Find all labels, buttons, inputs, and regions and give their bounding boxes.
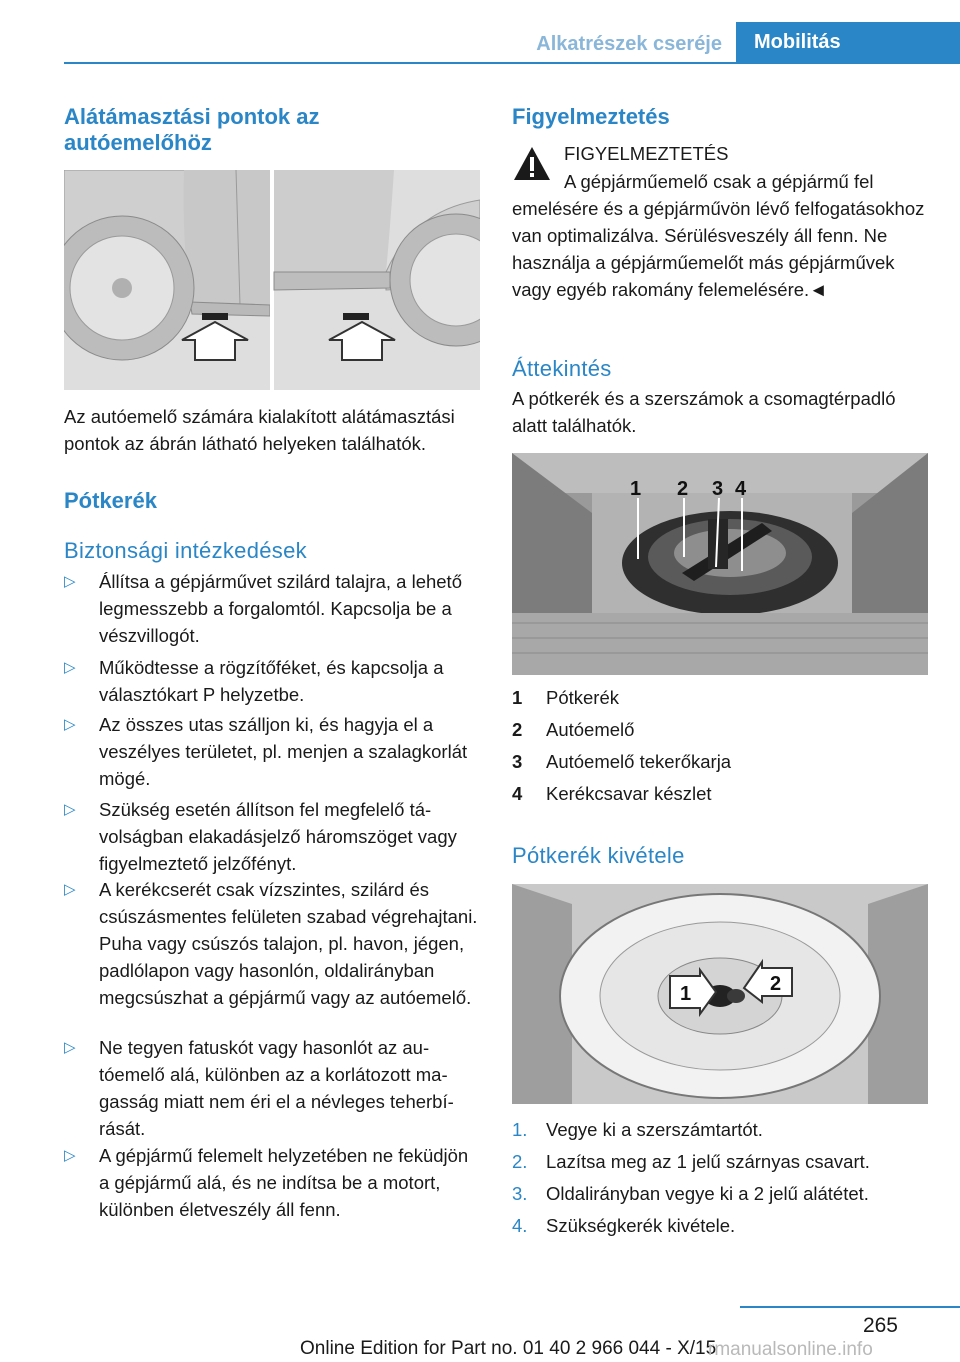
spare-removal-heading: Pótkerék kivétele: [512, 843, 685, 868]
edition-text: Online Edition for Part no. 01 40 2 966 044 - X/15: [300, 1338, 717, 1359]
header-chapter-tab: Mobilitás: [736, 22, 960, 62]
safety-bullet: ▷ Működtesse a rögzítőféket, és kapcsolja a választókart P helyzetbe.: [64, 654, 480, 708]
triangle-bullet-icon: ▷: [64, 659, 76, 676]
legend-item: 3 Autóemelő tekerőkarja: [512, 751, 732, 772]
legend-item: 2 Autóemelő: [512, 719, 635, 740]
legend-item: 1 Pótkerék: [512, 687, 620, 708]
jack-points-text: Az autóemelő számára kialakított alátámasztási pontok az ábrán látható helyeken találhatók.: [64, 406, 455, 454]
warning-text: emelésére és a gépjárművön lévő felfogatásokhoz van optimalizálva. Sérülésveszély áll fenn. Ne használja a gépjárműemelőt más gépjárművek vagy egyéb rakomány felemelésére.◄: [512, 198, 925, 300]
safety-bullet: ▷ A gépjármű felemelt helyzetében ne feküdjön a gépjármű alá, és ne indítsa be a motort, különben életveszély áll fenn.: [64, 1142, 480, 1223]
triangle-bullet-icon: ▷: [64, 1039, 76, 1056]
header-section-title: Alkatrészek cseréje: [536, 33, 722, 55]
safety-heading: Biztonsági intézkedések: [64, 538, 307, 563]
spare-wheel-heading: Pótkerék: [64, 488, 157, 513]
safety-bullet: ▷ A kerékcserét csak vízszintes, szilárd és csúszásmentes felületen szabad végrehajtani. Puha vagy csúszós talajon, pl. havon, jégen, padlólapon vagy hasonlón, oldalirányban megcsúszhat a gépjármű vagy az autóemelő.: [64, 876, 480, 1011]
page-number: 265: [862, 1314, 898, 1337]
triangle-bullet-icon: ▷: [64, 801, 76, 818]
safety-bullet: ▷ Ne tegyen fatuskót vagy hasonlót az autóemelő alá, különben az a korlátozott magasság miatt nem éri el a névleges teherbírását.: [64, 1034, 480, 1142]
spare-wheel-removal-photo: [512, 884, 928, 1104]
triangle-bullet-icon: ▷: [64, 573, 76, 590]
photo-label-1: 1: [630, 478, 642, 500]
trunk-spare-wheel-photo: [512, 453, 928, 675]
triangle-bullet-icon: ▷: [64, 716, 76, 733]
footer-rule: [740, 1306, 960, 1308]
legend-item: 4 Kerékcsavar készlet: [512, 783, 712, 804]
header-rule: [64, 62, 960, 64]
removal-step: 2. Lazítsa meg az 1 jelű szárnyas csavart.: [512, 1151, 870, 1172]
removal-step: 1. Vegye ki a szerszámtartót.: [512, 1119, 763, 1140]
warning-text-first-line: A gépjárműemelő csak a gépjármű fel: [564, 171, 874, 192]
jack-points-illustration: [64, 170, 480, 390]
photo-label-3: 3: [712, 478, 724, 500]
triangle-bullet-icon: ▷: [64, 1147, 76, 1164]
overview-heading: Áttekintés: [512, 356, 612, 381]
overview-text: A pótkerék és a szerszámok a csomagtérpadló alatt találhatók.: [512, 388, 896, 436]
removal-label-2: 2: [770, 973, 782, 995]
removal-step: 4. Szükségkerék kivétele.: [512, 1215, 736, 1236]
safety-bullet: ▷ Szükség esetén állítson fel megfelelő távolságban elakadásjelző háromszöget vagy figyelmeztető jelzőfényt.: [64, 796, 480, 877]
jack-points-heading: Alátámasztási pontok az autóemelőhöz: [64, 104, 320, 155]
warning-title: FIGYELMEZTETÉS: [564, 143, 729, 164]
removal-step: 3. Oldalirányban vegye ki a 2 jelű alátétet.: [512, 1183, 869, 1204]
warning-icon: [512, 144, 552, 184]
removal-label-1: 1: [680, 983, 692, 1005]
safety-bullet: ▷ Állítsa a gépjárművet szilárd talajra, a lehető legmesszebb a forgalomtól. Kapcsolja be a vészvillogót.: [64, 568, 480, 649]
photo-label-2: 2: [677, 478, 689, 500]
photo-label-4: 4: [735, 478, 747, 500]
watermark-text: rmanualsonline.info: [708, 1339, 873, 1360]
warning-heading: Figyelmeztetés: [512, 104, 670, 129]
safety-bullet: ▷ Az összes utas szálljon ki, és hagyja el a veszélyes területet, pl. menjen a szalagkorlát mögé.: [64, 711, 480, 792]
triangle-bullet-icon: ▷: [64, 881, 76, 898]
